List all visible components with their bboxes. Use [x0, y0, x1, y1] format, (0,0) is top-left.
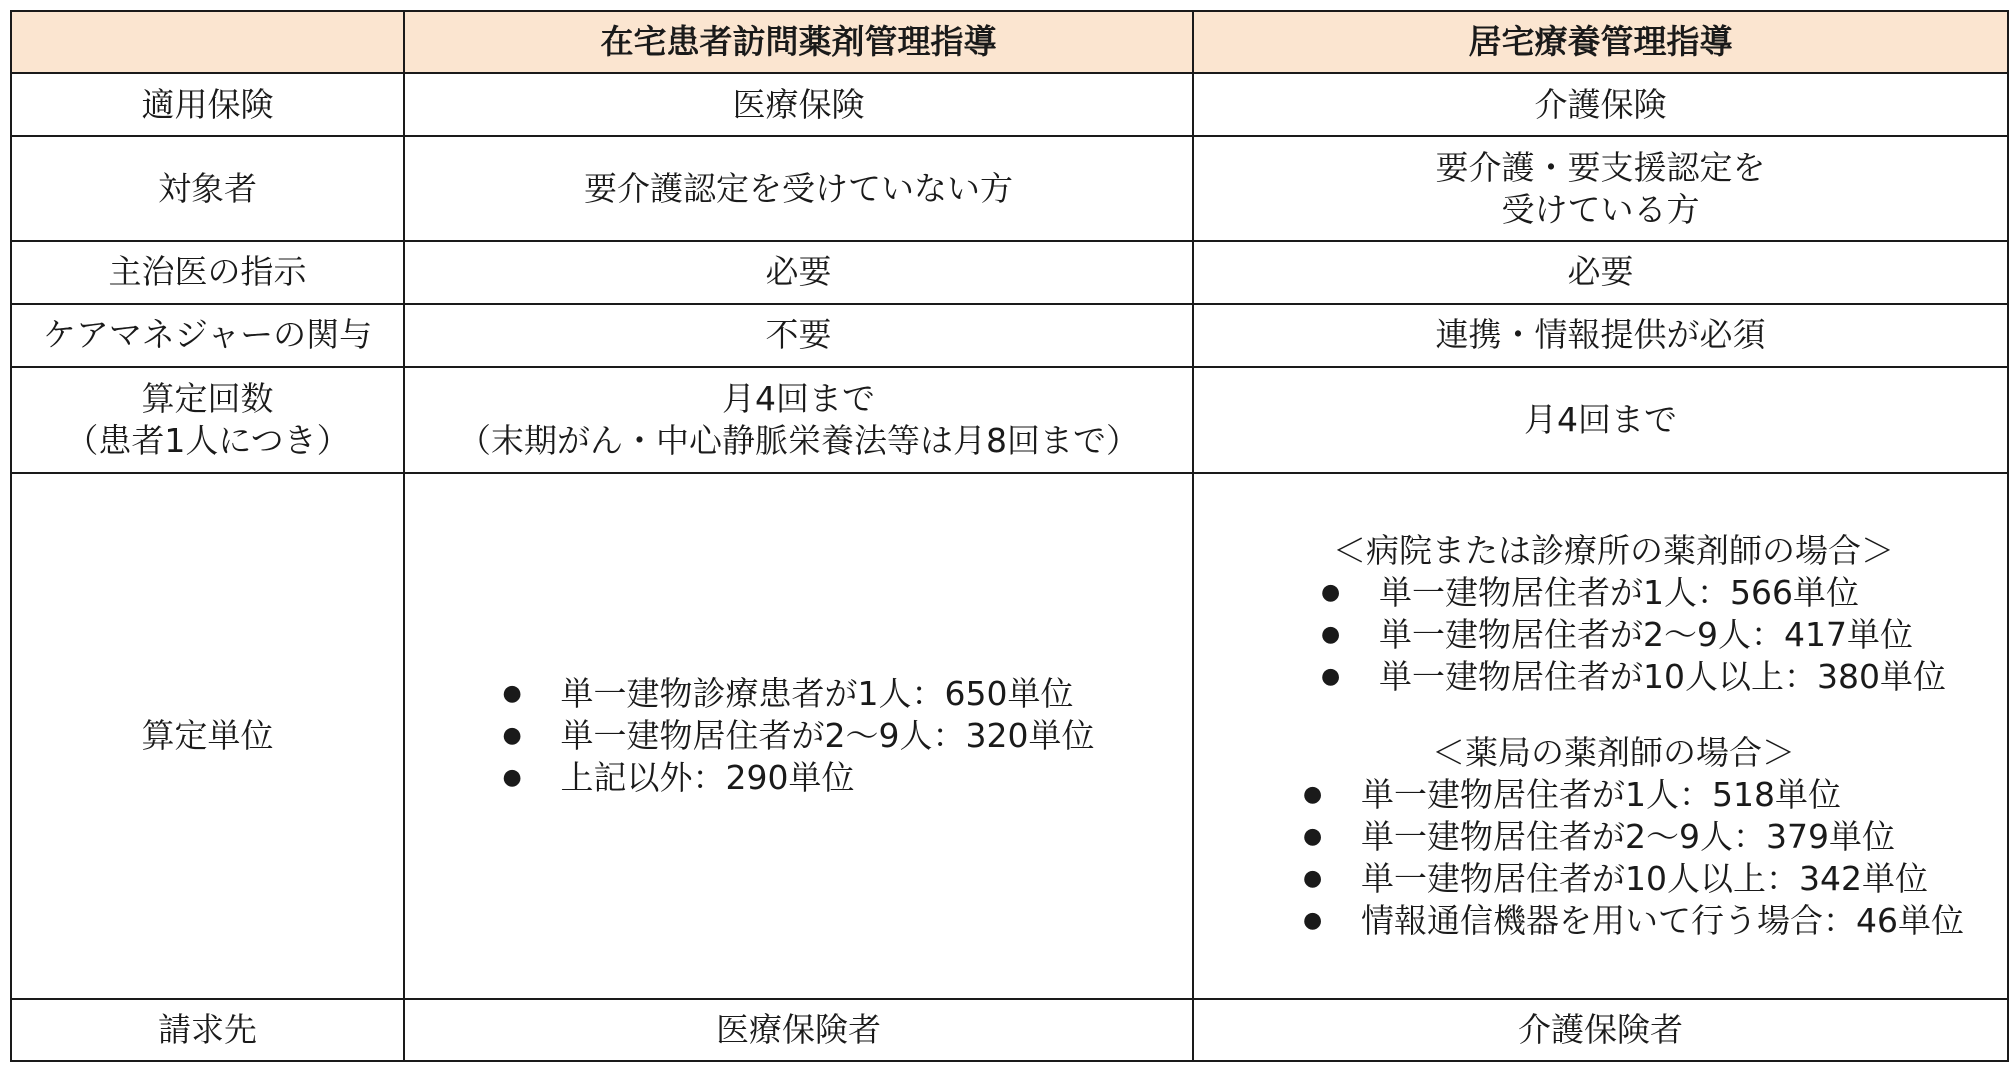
list-item: ● 単一建物居住者が1人：566単位 — [1321, 572, 1946, 614]
header-home-patient-visit: 在宅患者訪問薬剤管理指導 — [404, 11, 1193, 73]
cell-text: 必要 — [1567, 252, 1634, 292]
table-row-doctor-instruction — [11, 241, 2008, 303]
row-label-text: ケアマネジャーの関与 — [42, 315, 373, 355]
table-row-target — [11, 136, 2008, 241]
cell-text: 受けている方 — [1501, 189, 1700, 229]
cell-text: 要介護認定を受けていない方 — [584, 168, 1013, 208]
header-home-care-management: 居宅療養管理指導 — [1193, 11, 2008, 73]
row-label — [11, 304, 404, 367]
list-item: ● 単一建物診療患者が1人：650単位 — [503, 673, 1095, 715]
row-label-text: 算定単位 — [141, 715, 274, 755]
list-item: ● 単一建物居住者が2〜9人：320単位 — [503, 715, 1095, 757]
cell-col2 — [1193, 241, 2008, 303]
cell-col2 — [1193, 367, 2008, 473]
cell-col1 — [404, 136, 1193, 241]
cell-col2 — [1193, 136, 2008, 241]
table-row-frequency — [11, 367, 2008, 473]
row-label-text: 主治医の指示 — [108, 252, 307, 292]
cell-col2 — [1193, 304, 2008, 367]
row-label-text: 算定回数 — [141, 378, 274, 418]
units-group-title: ＜薬局の薬剤師の場合＞ — [1432, 732, 1795, 772]
cell-text: 医療保険 — [732, 84, 865, 124]
row-label — [11, 241, 404, 303]
cell-text: 要介護・要支援認定を — [1435, 147, 1766, 187]
cell-col1 — [404, 999, 1193, 1062]
group-spacer — [1260, 698, 2007, 732]
row-label-text: 対象者 — [158, 168, 257, 208]
row-label-text: （患者1人につき） — [65, 420, 350, 460]
cell-text: （末期がん・中心静脈栄養法等は月8回まで） — [458, 420, 1139, 460]
table-row-billing — [11, 999, 2008, 1062]
comparison-table — [10, 10, 2009, 1062]
cell-text: 医療保険者 — [716, 1009, 881, 1049]
cell-col1 — [404, 473, 1193, 999]
list-item: ● 単一建物居住者が10人以上：342単位 — [1303, 858, 1964, 900]
cell-text: 月4回まで — [722, 378, 875, 418]
units-list-medical — [503, 673, 1095, 799]
row-label — [11, 473, 404, 999]
row-label-text: 請求先 — [158, 1009, 257, 1049]
list-item: ● 単一建物居住者が2〜9人：417単位 — [1321, 614, 1946, 656]
table-row-care-manager — [11, 304, 2008, 367]
list-item: ● 単一建物居住者が2〜9人：379単位 — [1303, 816, 1964, 858]
units-list-pharmacy — [1303, 774, 1964, 942]
cell-col2 — [1193, 999, 2008, 1062]
list-item: ● 単一建物居住者が10人以上：380単位 — [1321, 656, 1946, 698]
cell-text: 不要 — [765, 315, 832, 355]
table-row-insurance — [11, 73, 2008, 136]
cell-col1 — [404, 304, 1193, 367]
units-group-title: ＜病院または診療所の薬剤師の場合＞ — [1333, 530, 1894, 570]
cell-col1 — [404, 241, 1193, 303]
list-item: ● 上記以外：290単位 — [503, 757, 1095, 799]
cell-col1 — [404, 367, 1193, 473]
cell-col2 — [1193, 73, 2008, 136]
units-list-hospital — [1321, 572, 1946, 698]
cell-col1 — [404, 73, 1193, 136]
cell-text: 必要 — [765, 252, 832, 292]
row-label — [11, 73, 404, 136]
cell-text: 介護保険者 — [1518, 1009, 1683, 1049]
row-label — [11, 999, 404, 1062]
cell-text: 月4回まで — [1524, 399, 1677, 439]
header-empty-cell — [11, 11, 404, 73]
cell-text: 介護保険 — [1534, 84, 1667, 124]
cell-text: 連携・情報提供が必須 — [1435, 315, 1766, 355]
list-item: ● 情報通信機器を用いて行う場合：46単位 — [1303, 900, 1964, 942]
row-label — [11, 367, 404, 473]
table-row-units — [11, 473, 2008, 999]
header-row — [11, 11, 2008, 73]
row-label — [11, 136, 404, 241]
list-item: ● 単一建物居住者が1人：518単位 — [1303, 774, 1964, 816]
row-label-text: 適用保険 — [141, 84, 274, 124]
cell-col2 — [1193, 473, 2008, 999]
